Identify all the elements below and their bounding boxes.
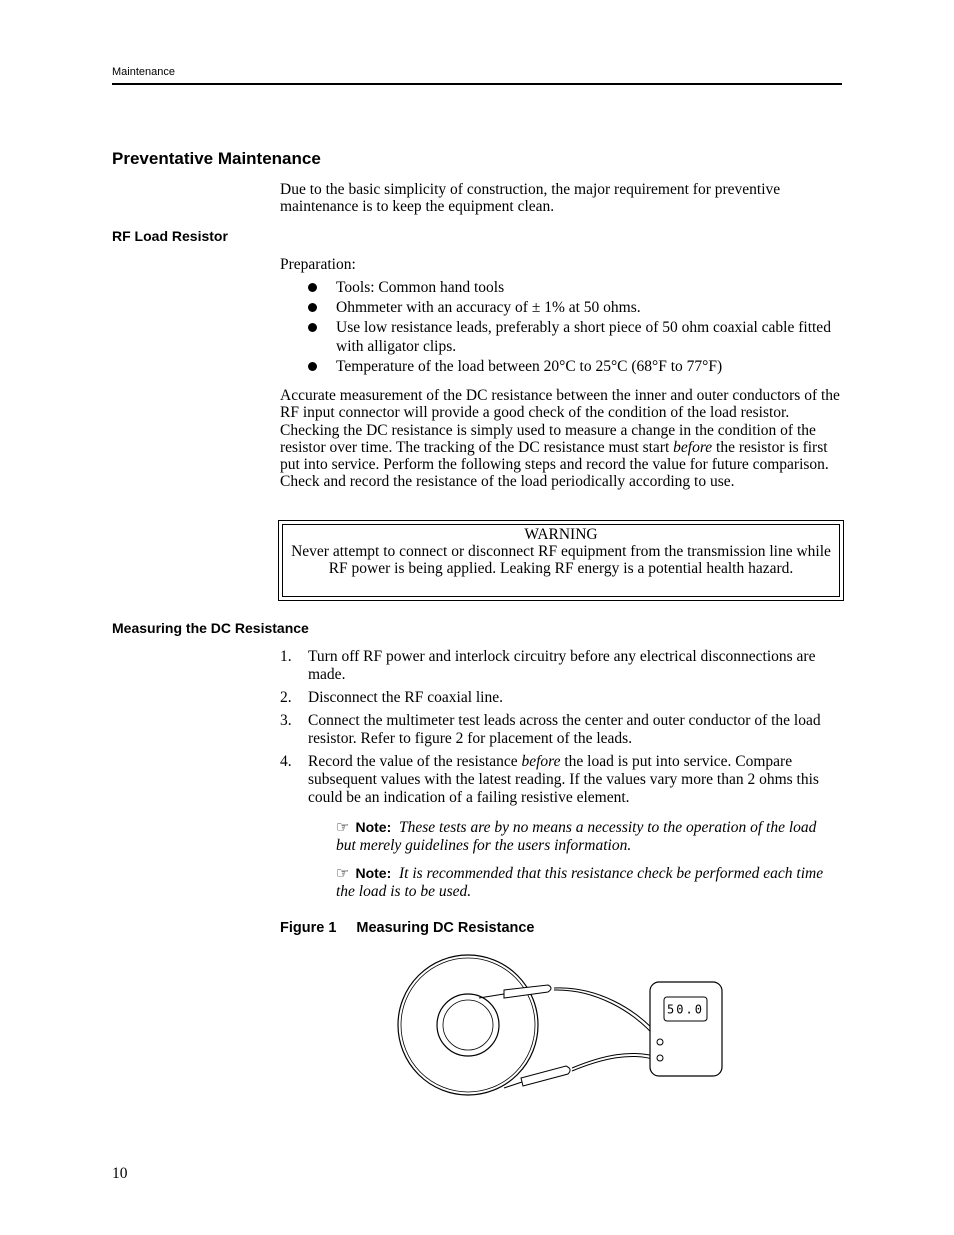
header-rule bbox=[112, 83, 842, 85]
warning-text: Never attempt to connect or disconnect RF equipment from the transmission line while RF power is being applied. Leaking RF energy is a potential health hazard. bbox=[291, 543, 831, 577]
upper-lead-probe bbox=[504, 985, 551, 998]
pointing-hand-icon: ☞ bbox=[336, 818, 350, 836]
multimeter-jack-lower bbox=[657, 1055, 663, 1061]
warning-title: WARNING bbox=[524, 526, 598, 543]
bullet-dot-icon bbox=[308, 323, 317, 332]
step-number: 1. bbox=[280, 648, 292, 665]
warning-inner-frame bbox=[282, 524, 840, 597]
bullet-dot-icon bbox=[308, 303, 317, 312]
page-number: 10 bbox=[112, 1165, 128, 1182]
step-item bbox=[280, 753, 842, 807]
step-text: Disconnect the RF coaxial line. bbox=[308, 689, 503, 706]
step-number: 4. bbox=[280, 753, 292, 770]
step-number: 3. bbox=[280, 712, 292, 729]
list-item bbox=[280, 357, 842, 376]
rf-load-heading: RF Load Resistor bbox=[112, 228, 228, 244]
list-item-text: Use low resistance leads, preferably a short piece of 50 ohm coaxial cable fitted with alligator clips. bbox=[336, 319, 831, 355]
section-title: Preventative Maintenance bbox=[112, 149, 321, 168]
list-item bbox=[280, 318, 842, 356]
connector-outer-ring-inner-edge bbox=[401, 958, 535, 1092]
note-label: Note: bbox=[355, 819, 392, 835]
note-2 bbox=[336, 864, 836, 901]
list-item bbox=[280, 298, 842, 317]
figure-title: Measuring DC Resistance bbox=[356, 920, 535, 936]
figure-caption bbox=[280, 920, 535, 936]
section-intro: Due to the basic simplicity of construction, the major requirement for preventive maintenance is to keep the equipment clean. bbox=[280, 181, 781, 216]
bullet-dot-icon bbox=[308, 362, 317, 371]
preparation-list bbox=[280, 278, 842, 377]
step-item bbox=[280, 689, 842, 707]
step-emphasis: before bbox=[521, 753, 561, 770]
multimeter bbox=[650, 982, 722, 1076]
rf-load-connector bbox=[398, 955, 538, 1095]
step-number: 2. bbox=[280, 689, 292, 706]
note-label: Note: bbox=[355, 865, 392, 881]
lower-lead-wire-edge bbox=[572, 1056, 659, 1071]
connector-outer-ring bbox=[398, 955, 538, 1095]
paragraph-text: the resistor is first put into service. Perform the following steps and record the value for future comparison. Check and record the resistance of the load periodically according to use. bbox=[280, 438, 829, 491]
list-item-text: Tools: Common hand tools bbox=[336, 279, 505, 296]
step-text: the load is put into service. Compare subsequent values with the latest reading. If the values vary more than 2 ohms this could be an indication of a failing resistive element. bbox=[308, 753, 819, 806]
list-item-text: Ohmmeter with an accuracy of ± 1% at 50 ohms. bbox=[336, 299, 641, 316]
preparation-label: Preparation: bbox=[280, 256, 356, 273]
dc-resistance-paragraph bbox=[280, 387, 842, 491]
note-1 bbox=[336, 818, 836, 855]
running-header: Maintenance bbox=[112, 66, 175, 78]
note-text: These tests are by no means a necessity to the operation of the load but merely guidelines for the users information. bbox=[336, 819, 817, 854]
figure-number: Figure 1 bbox=[280, 920, 337, 936]
connector-inner-ring bbox=[437, 994, 499, 1056]
step-text: Connect the multimeter test leads across the center and outer conductor of the load resistor. Refer to figure 2 for placement of the leads. bbox=[308, 712, 821, 747]
measuring-dc-resistance-figure bbox=[396, 948, 726, 1100]
meter-reading: 50.0 bbox=[667, 1002, 704, 1017]
step-item bbox=[280, 712, 842, 748]
test-leads bbox=[479, 985, 661, 1088]
step-text: Turn off RF power and interlock circuitry before any electrical disconnections are made. bbox=[308, 648, 816, 683]
bullet-dot-icon bbox=[308, 283, 317, 292]
warning-box bbox=[278, 520, 844, 601]
upper-lead-wire bbox=[554, 988, 661, 1038]
multimeter-body bbox=[650, 982, 722, 1076]
note-text: It is recommended that this resistance check be performed each time the load is to be used. bbox=[336, 865, 824, 900]
connector-center-conductor bbox=[443, 1000, 493, 1050]
paragraph-emphasis: before bbox=[673, 438, 713, 456]
upper-lead-tip bbox=[479, 994, 504, 998]
steps-list bbox=[280, 648, 842, 812]
list-item bbox=[280, 278, 842, 297]
measuring-heading: Measuring the DC Resistance bbox=[112, 620, 309, 636]
multimeter-jack-upper bbox=[657, 1039, 663, 1045]
step-item bbox=[280, 648, 842, 684]
pointing-hand-icon: ☞ bbox=[336, 864, 350, 882]
step-text: Record the value of the resistance bbox=[308, 753, 522, 770]
list-item-text: Temperature of the load between 20°C to 25°C (68°F to 77°F) bbox=[336, 358, 723, 375]
lower-lead-probe bbox=[521, 1066, 570, 1086]
paragraph-text: Accurate measurement of the DC resistance between the inner and outer conductors of the RF input connector will provide a good check of the condition of the load resistor. Checking the DC resistance is simply used to measure a change in the condition of the resistor over time. The tracking of the DC resistance must start bbox=[280, 387, 840, 456]
